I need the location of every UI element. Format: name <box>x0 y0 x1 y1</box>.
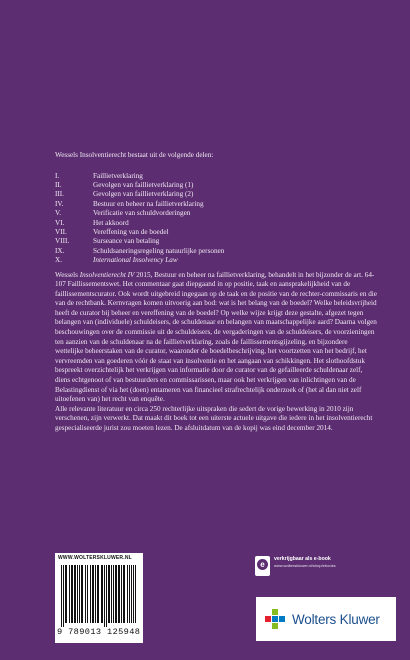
volume-item: IV. Bestuur en beheer na faillietverklaring <box>55 199 204 208</box>
barcode-bar <box>79 565 80 623</box>
volume-item: I. Faillietverklaring <box>55 171 143 180</box>
description-paragraph-2: Alle relevante literatuur en circa 250 rechterlijke uitspraken die sedert de vorige bewerking in 2010 zijn verschenen, zijn verwerkt. Dat maakt dit boek tot een uiterste actuele uitgave die iedere in het insolventierecht gespecialiseerde jurist zou moeten lezen. De afsluitdatum van de kopij was eind december 2014. <box>55 404 373 432</box>
volume-item: V. Verificatie van schuldvorderingen <box>55 209 191 218</box>
barcode-bar <box>87 565 88 623</box>
barcode-bar <box>61 565 62 627</box>
publisher-url: WWW.WOLTERSKLUWER.NL <box>58 555 132 561</box>
barcode-bar <box>106 565 107 627</box>
publisher-logo <box>256 597 396 641</box>
barcode-bar <box>111 565 112 623</box>
barcode-bar <box>135 565 136 623</box>
barcode-bar <box>127 565 128 623</box>
cover-text <box>55 151 377 434</box>
barcode-bar <box>69 565 70 623</box>
volume-item: VI. Het akkoord <box>55 218 129 227</box>
publisher-name: Wolters Kluwer <box>292 611 380 627</box>
ebook-url: www.wolterskluwer.nl/shop/ebooks <box>274 563 336 568</box>
intro-text: Wessels Insolventierecht bestaat uit de volgende delen: <box>55 151 214 159</box>
volume-item: III. Gevolgen van faillietverklaring (2) <box>55 190 194 199</box>
isbn-barcode <box>55 553 143 643</box>
volume-item: IX. Schuldsaneringsregeling natuurlijke personen <box>55 246 225 255</box>
description <box>55 271 377 434</box>
barcode-bar <box>121 565 122 623</box>
barcode-bar <box>123 565 125 623</box>
ebook-icon: e <box>255 556 270 576</box>
barcode-bar <box>74 565 76 623</box>
isbn-digits: 9 789013 125948 <box>57 627 141 637</box>
volume-item: X. International Insolvency Law <box>55 256 178 265</box>
barcode-bar <box>115 565 117 623</box>
barcode-bar <box>104 565 105 627</box>
volume-item: VIII. Surseance van betaling <box>55 237 160 246</box>
barcode-bar <box>92 565 94 623</box>
barcode-bar <box>118 565 120 623</box>
barcode-bar <box>63 565 64 627</box>
series-title: Insolventierecht IV <box>79 270 135 279</box>
barcode-bar <box>131 565 132 623</box>
barcode-bar <box>108 565 110 623</box>
barcode-icon <box>59 565 139 627</box>
barcode-bar <box>77 565 78 623</box>
volume-item: VII. Vereffening van de boedel <box>55 227 169 236</box>
barcode-bar <box>113 565 114 623</box>
wolters-kluwer-logo-icon <box>264 608 286 630</box>
barcode-bar <box>81 565 83 623</box>
volume-item: II. Gevolgen van faillietverklaring (1) <box>55 180 194 189</box>
barcode-bar <box>65 565 67 623</box>
description-paragraph-1: Wessels Insolventierecht IV 2015, Bestuur en beheer na faillietverklaring, behandelt in het bijzonder de art. 64-107 Faillissementswet. Het commentaar gaat diepgaand in op positie, taak en aansprakelijkheid van de faillissementscurator. Ook wordt uitgebreid ingegaan op de taak en de positie van de rechter-commissaris en die van de rechtbank. Kernvragen komen uitvoerig aan bod: wat is het belang van de boedel? Welke beleidsvrijheid heeft de curator bij beheer en vereffening van de boedel? Op welke wijze krijgt deze gestalte, afgezet tegen belangen van (individuele) schuldeisers, de schuldenaar en belangen van maatschappelijke aard? Daarna volgen beschouwingen over de commissie uit de schuldeisers, de vergaderingen van de schuldeisers, de voorzieningen ten aanzien van de schuldenaar na de faillietverklaring, zoals de faillissementsgijzeling, en bijzondere wettelijke beheerstaken van de curator, waaronder de boedelbeschrijving, het voortzetten van het bedrijf, het vervreemden van goederen vóór de staat van insolventie en het aangaan van schikkingen. Het slothoofdstuk bespreekt overzichtelijk het verkrijgen van informatie door de curator van de gefailleerde schuldenaar zelf, diens echtgenoot of van bestuurders en commissarissen, maar ook het verkrijgen van inlichtingen van de Belastingdienst of via het (doen) entameren van financieel strafrechtelijk onderzoek of (het al dan niet zelf uitoefenen van) het recht van enquête. <box>55 270 377 404</box>
barcode-bar <box>133 565 134 623</box>
volume-list <box>55 172 377 266</box>
barcode-bar <box>85 565 86 623</box>
barcode-bar <box>95 565 96 623</box>
ebook-badge <box>255 556 336 578</box>
barcode-bar <box>90 565 91 623</box>
barcode-bar <box>101 565 103 623</box>
barcode-bar <box>97 565 99 623</box>
barcode-bar <box>129 565 130 623</box>
barcode-bar <box>71 565 73 623</box>
ebook-title: verkrijgbaar als e-book <box>274 556 331 562</box>
